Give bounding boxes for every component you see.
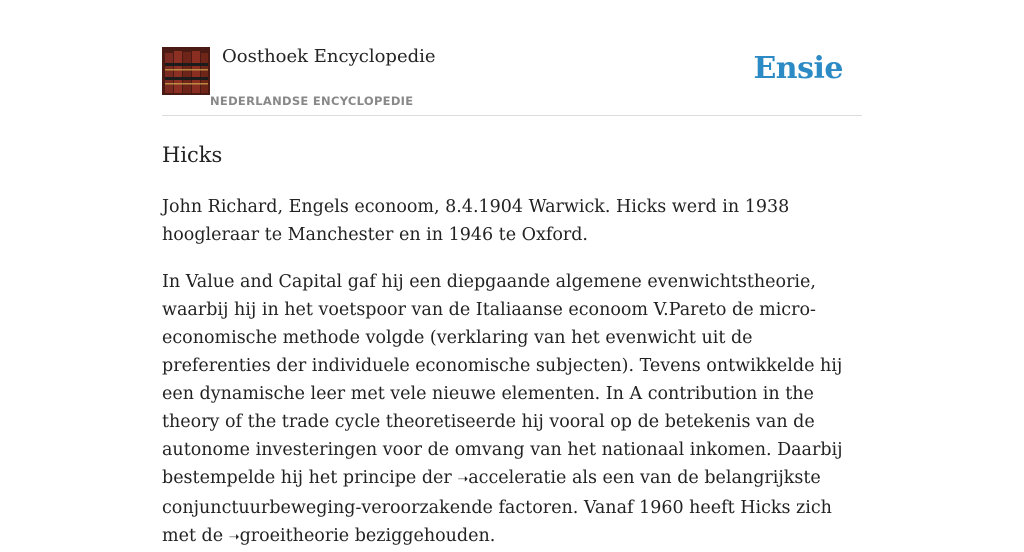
ensie-logo-link[interactable]: Ensie xyxy=(753,51,843,86)
crossref-link-acceleratie[interactable] xyxy=(457,468,566,488)
entry-body xyxy=(162,193,862,552)
crossref-link-groeitheorie[interactable] xyxy=(229,526,349,546)
paragraph-text: In Value and Capital gaf hij een diepgaande algemene evenwichtstheorie, waarbij hij in het voetspoor van de Italiaanse econoom V.Pareto de micro-economische methode volgde (verklaring van het evenwicht uit de preferenties der individuele economische subjecten). Tevens ontwikkelde hij een dynamische leer met vele nieuwe elementen. In A contribution in the theory of the trade cycle theoretiseerde hij vooral op de betekenis van de autonome investeringen voor de omvang van het nationaal inkomen. Daarbij bestempelde hij het principe der xyxy=(162,272,843,488)
paragraph-text: beziggehouden. xyxy=(349,526,496,546)
entry-paragraph xyxy=(162,268,862,552)
site-title-link[interactable]: Oosthoek Encyclopedie xyxy=(222,46,436,67)
entry-paragraph: John Richard, Engels econoom, 8.4.1904 Warwick. Hicks werd in 1938 hoogleraar te Manchester en in 1946 te Oxford. xyxy=(162,197,790,245)
encyclopedia-books-icon[interactable] xyxy=(162,47,210,95)
crossref-label: acceleratie xyxy=(468,468,567,488)
arrow-right-icon: ➝ xyxy=(228,530,240,545)
site-header xyxy=(162,0,862,116)
crossref-label: groeitheorie xyxy=(239,526,350,546)
paragraph-text: als een van de belangrijkste conjunctuurbeweging-veroorzakende factoren. Vanaf 1960 heeft Hicks zich met de xyxy=(162,468,832,546)
entry-title: Hicks xyxy=(162,143,223,167)
arrow-right-icon: ➝ xyxy=(457,472,469,487)
site-subtitle: NEDERLANDSE ENCYCLOPEDIE xyxy=(210,94,414,108)
page xyxy=(162,0,862,552)
